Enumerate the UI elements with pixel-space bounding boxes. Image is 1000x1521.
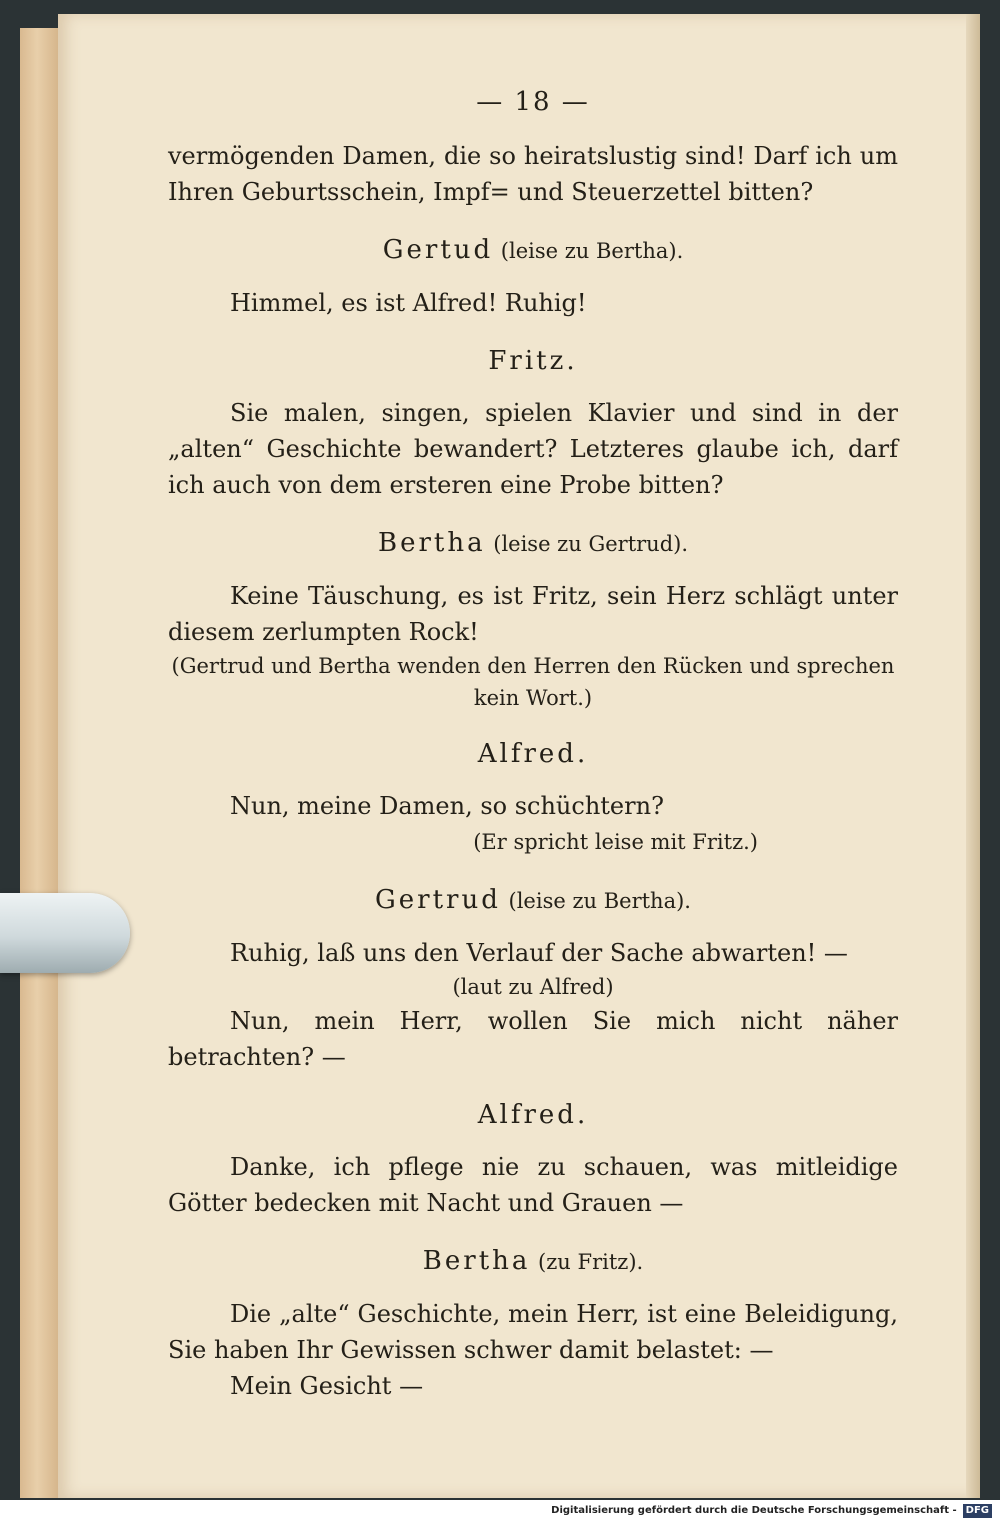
- page-edge: [966, 14, 980, 1498]
- text-blocks: [168, 138, 898, 1404]
- book-spine: [20, 28, 59, 1498]
- dialogue-paragraph: vermögenden Damen, die so heiratslustig sind! Darf ich um Ihren Geburtsschein, Impf= und Steuerzettel bitten?: [168, 142, 898, 206]
- speaker-name: Bertha: [377, 528, 486, 558]
- speaker-name: Alfred.: [477, 1100, 589, 1130]
- page-content: [168, 84, 898, 1404]
- footer-credit: Digitalisierung gefördert durch die Deutsche Forschungsgemeinschaft -: [551, 1505, 957, 1516]
- speaker-heading: [168, 1097, 898, 1133]
- speaker-heading: [168, 1243, 898, 1280]
- stage-direction: (leise zu Bertha).: [500, 239, 684, 263]
- stage-direction: (Er spricht leise mit Fritz.): [473, 830, 758, 854]
- stage-direction: (zu Fritz).: [538, 1250, 644, 1274]
- footer-bar: [0, 1500, 1000, 1521]
- dialogue-paragraph: Ruhig, laß uns den Verlauf der Sache abwarten! —: [230, 939, 848, 967]
- speaker-heading: [168, 232, 898, 269]
- speaker-name: Alfred.: [477, 739, 589, 769]
- stage-direction: (Gertrud und Bertha wenden den Herren den Rücken und sprechen kein Wort.): [171, 654, 895, 710]
- dialogue-paragraph: Nun, mein Herr, wollen Sie mich nicht näher betrachten? —: [168, 1007, 898, 1071]
- dfg-logo: DFG: [963, 1504, 992, 1518]
- page-clip: [0, 893, 130, 973]
- speaker-name: Gertud: [382, 235, 494, 265]
- dialogue-paragraph: Mein Gesicht —: [230, 1372, 424, 1400]
- page-number: — 18 —: [476, 87, 590, 117]
- dialogue-paragraph: Sie malen, singen, spielen Klavier und sind in der „alten“ Geschichte bewandert? Letzteres glaube ich, darf ich auch von dem ersteren eine Probe bitten?: [168, 399, 898, 499]
- speaker-name: Bertha: [422, 1246, 531, 1276]
- stage-direction: (laut zu Alfred): [452, 975, 614, 999]
- speaker-heading: [168, 343, 898, 379]
- dialogue-paragraph: Danke, ich pflege nie zu schauen, was mitleidige Götter bedecken mit Nacht und Grauen —: [168, 1153, 898, 1217]
- dialogue-paragraph: Keine Täuschung, es ist Fritz, sein Herz schlägt unter diesem zerlumpten Rock!: [168, 582, 898, 646]
- stage-direction: (leise zu Gertrud).: [493, 532, 689, 556]
- dialogue-paragraph: Die „alte“ Geschichte, mein Herr, ist eine Beleidigung, Sie haben Ihr Gewissen schwer damit belastet: —: [168, 1300, 898, 1364]
- speaker-heading: [168, 736, 898, 772]
- speaker-name: Gertrud: [375, 885, 501, 915]
- dialogue-paragraph: Himmel, es ist Alfred! Ruhig!: [230, 289, 587, 317]
- stage-direction: (leise zu Bertha).: [508, 889, 691, 913]
- dialogue-paragraph: Nun, meine Damen, so schüchtern?: [230, 792, 664, 820]
- speaker-heading: [168, 525, 898, 562]
- speaker-name: Fritz.: [488, 346, 578, 376]
- speaker-heading: [168, 882, 898, 919]
